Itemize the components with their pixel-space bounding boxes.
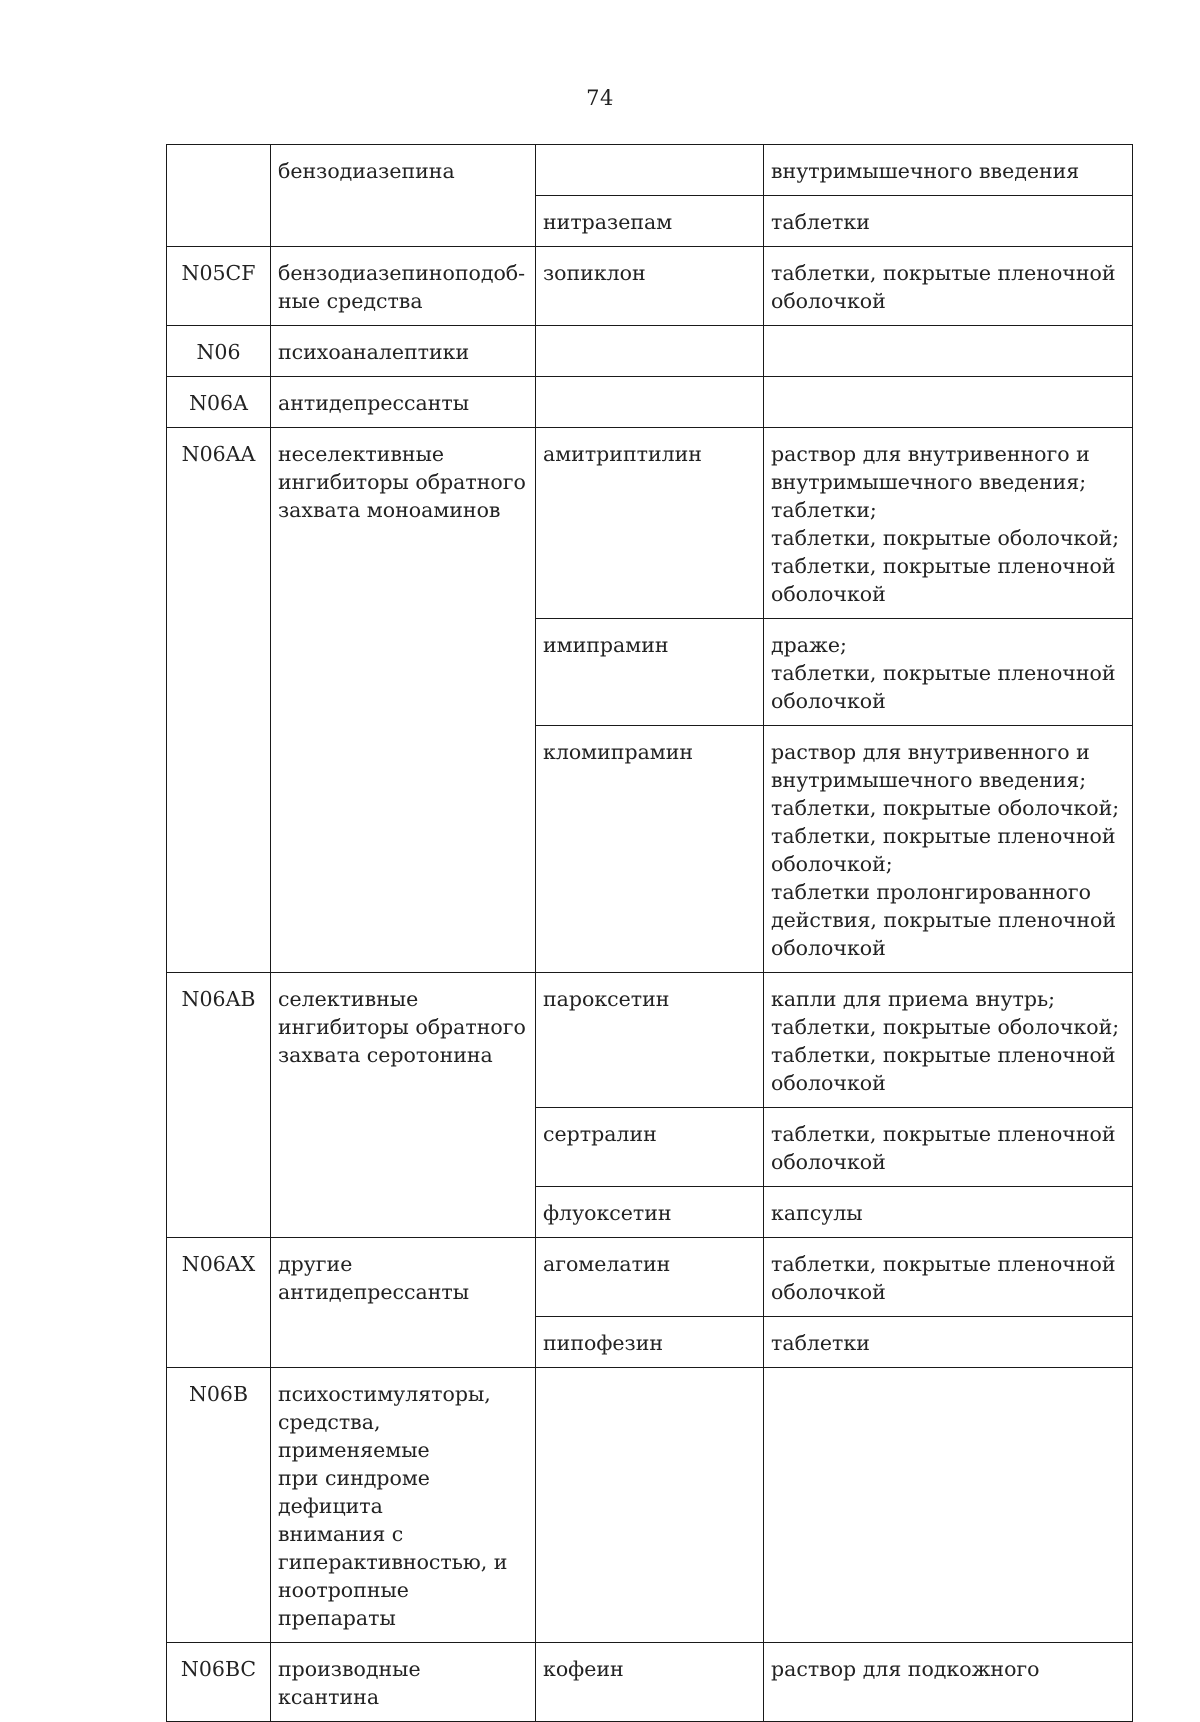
drug-cell: кофеин: [536, 1643, 764, 1722]
form-cell: таблетки, покрытые пленочной оболочкой: [764, 1238, 1133, 1317]
drug-cell: имипрамин: [536, 619, 764, 726]
table-row: [167, 1368, 1133, 1643]
drug-cell: кломипрамин: [536, 726, 764, 973]
group-cell: селективные ингибиторы обратного захвата серотонина: [271, 973, 536, 1238]
drug-cell: сертралин: [536, 1108, 764, 1187]
drug-cell: пипофезин: [536, 1317, 764, 1368]
form-cell: драже; таблетки, покрытые пленочной оболочкой: [764, 619, 1133, 726]
group-cell: бензодиазепина: [271, 145, 536, 247]
form-cell: капсулы: [764, 1187, 1133, 1238]
drug-cell: амитриптилин: [536, 428, 764, 619]
drug-cell: флуоксетин: [536, 1187, 764, 1238]
drug-cell: [536, 145, 764, 196]
drug-table: [166, 144, 1133, 1722]
form-cell: раствор для внутривенного и внутримышечного введения; таблетки; таблетки, покрытые оболочкой; таблетки, покрытые пленочной оболочкой: [764, 428, 1133, 619]
atc-code-cell: [167, 145, 271, 247]
atc-code-cell: N06AX: [167, 1238, 271, 1368]
table-row: [167, 1643, 1133, 1722]
form-cell: таблетки: [764, 1317, 1133, 1368]
form-cell: таблетки, покрытые пленочной оболочкой: [764, 247, 1133, 326]
table-row: [167, 428, 1133, 619]
form-cell: раствор для внутривенного и внутримышечного введения; таблетки, покрытые оболочкой; таблетки, покрытые пленочной оболочкой; таблетки пролонгированного действия, покрытые пленочной оболочкой: [764, 726, 1133, 973]
atc-code-cell: N05CF: [167, 247, 271, 326]
atc-code-cell: N06B: [167, 1368, 271, 1643]
group-cell: бензодиазепиноподоб- ные средства: [271, 247, 536, 326]
table-row: [167, 326, 1133, 377]
atc-code-cell: N06AB: [167, 973, 271, 1238]
atc-code-cell: N06: [167, 326, 271, 377]
atc-code-cell: N06BC: [167, 1643, 271, 1722]
group-cell: неселективные ингибиторы обратного захвата моноаминов: [271, 428, 536, 973]
form-cell: таблетки: [764, 196, 1133, 247]
table-row: [167, 145, 1133, 196]
group-cell: антидепрессанты: [271, 377, 536, 428]
form-cell: таблетки, покрытые пленочной оболочкой: [764, 1108, 1133, 1187]
form-cell: [764, 326, 1133, 377]
atc-code-cell: N06A: [167, 377, 271, 428]
drug-cell: [536, 1368, 764, 1643]
drug-cell: пароксетин: [536, 973, 764, 1108]
group-cell: психоаналептики: [271, 326, 536, 377]
table-row: [167, 1238, 1133, 1317]
group-cell: другие антидепрессанты: [271, 1238, 536, 1368]
table-row: [167, 973, 1133, 1108]
drug-cell: [536, 377, 764, 428]
form-cell: [764, 377, 1133, 428]
drug-cell: нитразепам: [536, 196, 764, 247]
drug-cell: [536, 326, 764, 377]
form-cell: [764, 1368, 1133, 1643]
group-cell: производные ксантина: [271, 1643, 536, 1722]
drug-cell: агомелатин: [536, 1238, 764, 1317]
page-number: 74: [586, 86, 614, 110]
table-row: [167, 247, 1133, 326]
group-cell: психостимуляторы, средства, применяемые при синдроме дефицита внимания с гиперактивностью, и ноотропные препараты: [271, 1368, 536, 1643]
form-cell: капли для приема внутрь; таблетки, покрытые оболочкой; таблетки, покрытые пленочной оболочкой: [764, 973, 1133, 1108]
form-cell: внутримышечного введения: [764, 145, 1133, 196]
drug-cell: зопиклон: [536, 247, 764, 326]
form-cell: раствор для подкожного: [764, 1643, 1133, 1722]
table-row: [167, 377, 1133, 428]
atc-code-cell: N06AA: [167, 428, 271, 973]
